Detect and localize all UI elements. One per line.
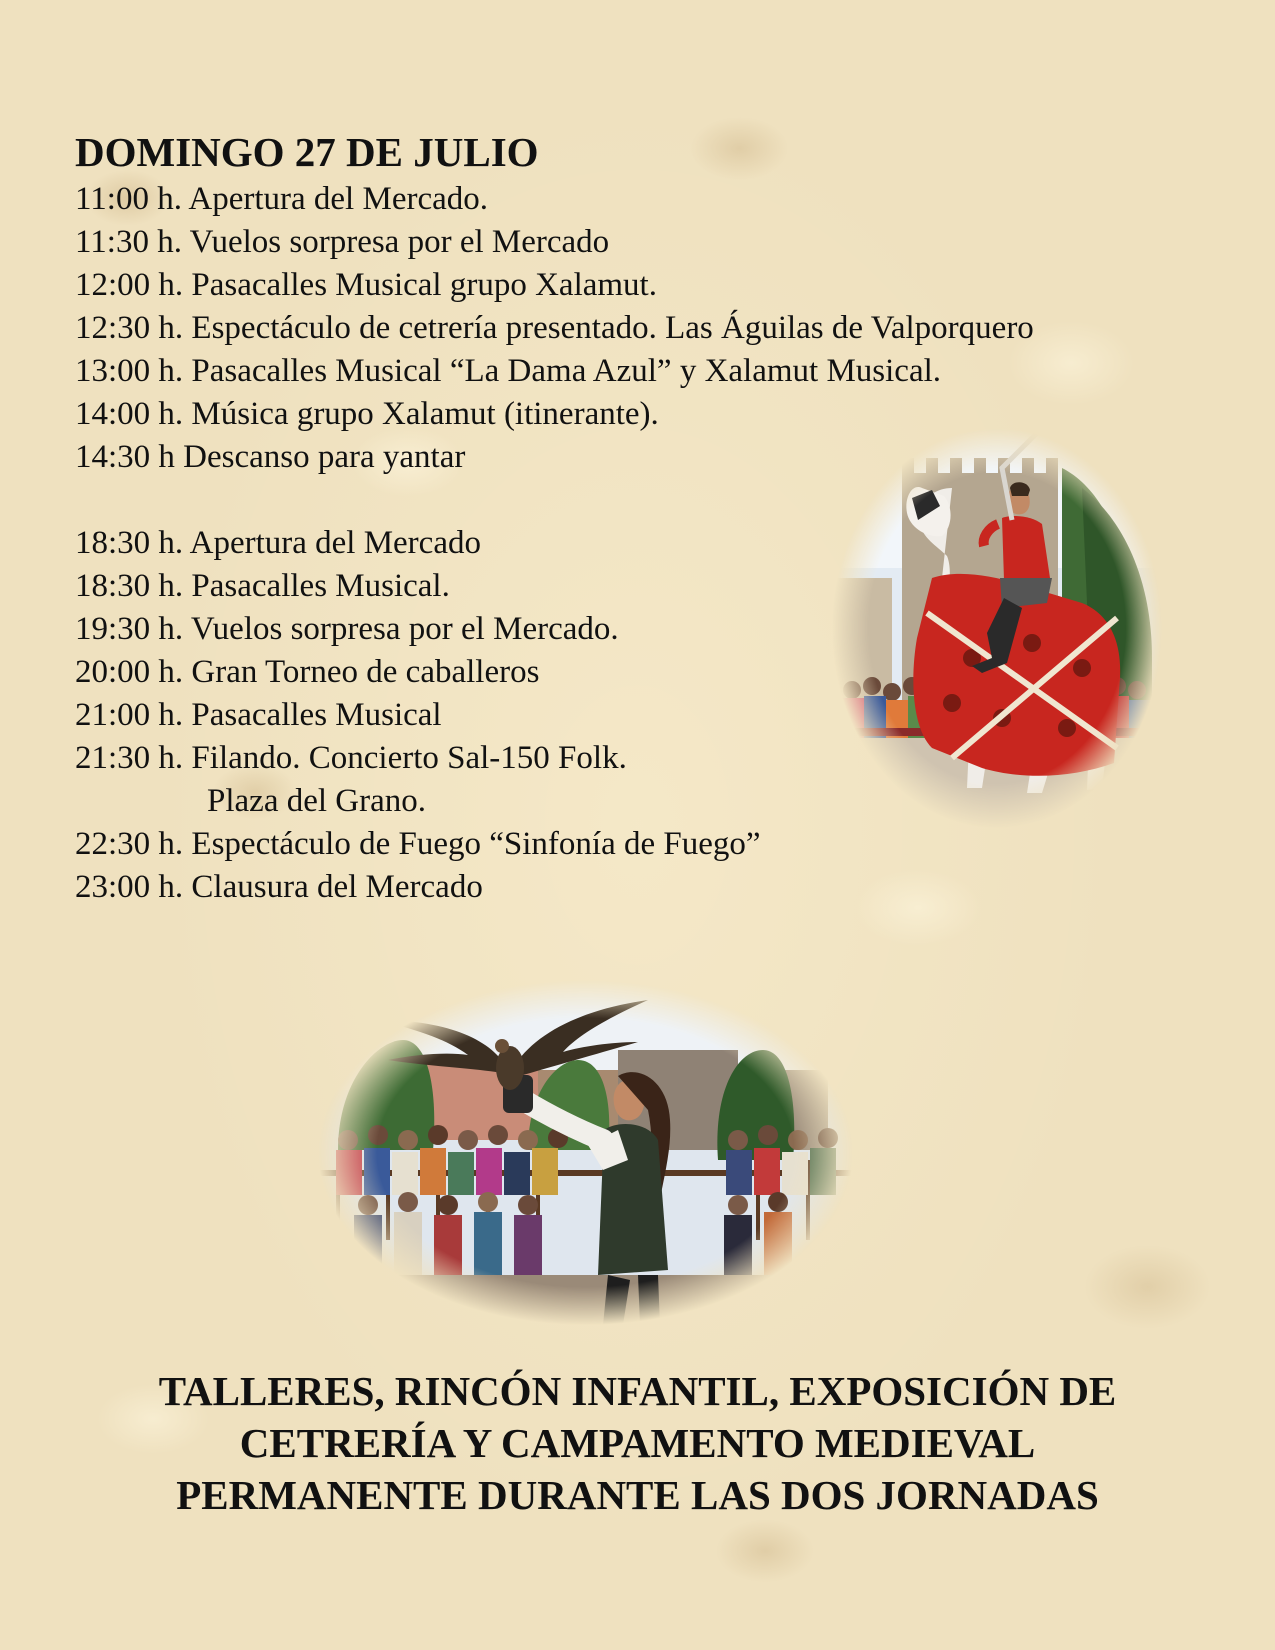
schedule-time: 12:30 h. xyxy=(75,310,184,346)
footer-line: CETRERÍA Y CAMPAMENTO MEDIEVAL xyxy=(239,1420,1036,1466)
schedule-time: 18:30 h. xyxy=(75,525,184,561)
schedule-item xyxy=(75,178,1205,221)
footer-line: PERMANENTE DURANTE LAS DOS JORNADAS xyxy=(176,1472,1099,1518)
knight-photo xyxy=(832,428,1162,828)
schedule-text: Pasacalles Musical “La Dama Azul” y Xalamut Musical. xyxy=(191,353,942,389)
schedule-text: Clausura del Mercado xyxy=(191,869,483,905)
schedule-item xyxy=(75,264,1205,307)
schedule-text: Pasacalles Musical. xyxy=(191,568,450,604)
footer-line: TALLERES, RINCÓN INFANTIL, EXPOSICIÓN DE xyxy=(158,1368,1117,1414)
schedule-time: 22:30 h. xyxy=(75,826,184,862)
schedule-item xyxy=(75,823,1205,866)
schedule-time: 20:00 h. xyxy=(75,654,184,690)
schedule-text: Música grupo Xalamut (itinerante). xyxy=(191,396,659,432)
schedule-text: Descanso para yantar xyxy=(183,439,466,475)
schedule-item xyxy=(75,307,1205,350)
schedule-text: Apertura del Mercado xyxy=(189,525,481,561)
day-title: DOMINGO 27 DE JULIO xyxy=(75,129,539,175)
schedule-time: 14:30 h xyxy=(75,439,175,475)
schedule-time: 13:00 h. xyxy=(75,353,184,389)
schedule-item xyxy=(75,393,1205,436)
footer-banner xyxy=(60,1365,1215,1521)
schedule-text: Espectáculo de Fuego “Sinfonía de Fuego” xyxy=(191,826,761,862)
schedule-time: 12:00 h. xyxy=(75,267,184,303)
schedule-item xyxy=(75,866,1205,909)
schedule-time: 23:00 h. xyxy=(75,869,184,905)
schedule-text: Espectáculo de cetrería presentado. Las Águilas de Valporquero xyxy=(191,310,1034,346)
schedule-time: 19:30 h. xyxy=(75,611,184,647)
schedule-text: Pasacalles Musical grupo Xalamut. xyxy=(191,267,657,303)
falconry-photo xyxy=(318,980,853,1325)
schedule-item xyxy=(75,350,1205,393)
schedule-time: 14:00 h. xyxy=(75,396,184,432)
schedule-text: Gran Torneo de caballeros xyxy=(191,654,540,690)
schedule-item-continuation: Plaza del Grano. xyxy=(207,783,426,819)
schedule-time: 21:00 h. xyxy=(75,697,184,733)
schedule-time: 11:30 h. xyxy=(75,224,182,260)
schedule-text: Pasacalles Musical xyxy=(191,697,442,733)
schedule-time: 18:30 h. xyxy=(75,568,184,604)
schedule-time: 11:00 h. xyxy=(75,181,182,217)
falconer-illustration xyxy=(318,980,853,1325)
schedule-text: Vuelos sorpresa por el Mercado. xyxy=(190,611,619,647)
knight-illustration xyxy=(832,428,1162,828)
schedule-time: 21:30 h. xyxy=(75,740,184,776)
schedule-item xyxy=(75,221,1205,264)
schedule-text: Filando. Concierto Sal-150 Folk. xyxy=(191,740,627,776)
schedule-text: Vuelos sorpresa por el Mercado xyxy=(189,224,610,260)
schedule-text: Apertura del Mercado. xyxy=(188,181,489,217)
